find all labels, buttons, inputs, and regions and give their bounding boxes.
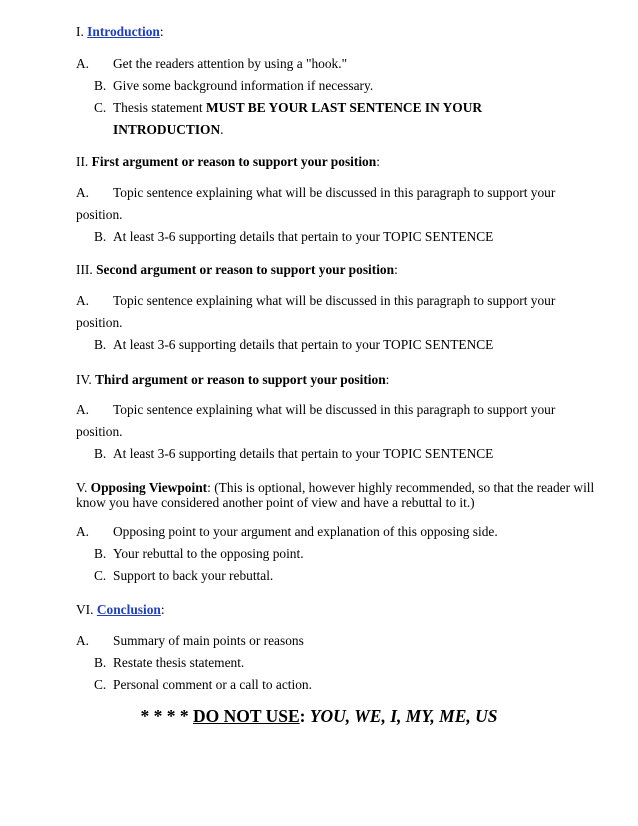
do-not-use-warning — [0, 708, 638, 726]
thesis-end: . — [220, 122, 224, 137]
warning-label: DO NOT USE — [192, 706, 300, 726]
list-label: B. — [94, 78, 107, 93]
thesis-bold: MUST BE YOUR LAST SENTENCE IN YOUR — [205, 100, 483, 115]
heading-colon: : — [160, 602, 165, 617]
list-item-text: Your rebuttal to the opposing point. — [113, 546, 304, 561]
section-heading-opposing-viewpoint — [76, 481, 594, 494]
list-label: A. — [76, 402, 90, 417]
list-item-text: Get the readers attention by using a "hook." — [113, 56, 348, 71]
heading-colon: : — [376, 154, 380, 169]
list-item-text: Topic sentence explaining what will be discussed in this paragraph to support your — [113, 293, 556, 308]
list-label: A. — [76, 524, 90, 539]
section-heading-introduction — [76, 25, 164, 38]
list-label: B. — [94, 546, 107, 561]
list-item-text: Opposing point to your argument and explanation of this opposing side. — [113, 524, 498, 539]
list-item-text: Give some background information if necessary. — [113, 78, 374, 93]
section-title: Second argument or reason to support your position — [96, 262, 395, 277]
list-item-text: At least 3-6 supporting details that pertain to your TOPIC SENTENCE — [113, 337, 494, 352]
section-heading-second-argument — [76, 263, 398, 276]
list-label: C. — [94, 677, 107, 692]
heading-colon: : — [385, 372, 390, 387]
list-item-text: Summary of main points or reasons — [113, 633, 304, 648]
section-numeral: I. — [76, 24, 84, 39]
warning-stars: * * * * — [140, 706, 193, 726]
section-title: Opposing Viewpoint — [90, 480, 208, 495]
list-label: A. — [76, 633, 90, 648]
section-numeral: III. — [76, 262, 93, 277]
warning-colon: : — [299, 706, 310, 726]
list-item-text: Restate thesis statement. — [113, 655, 245, 670]
list-item-text: At least 3-6 supporting details that pertain to your TOPIC SENTENCE — [113, 446, 494, 461]
list-item-text: Topic sentence explaining what will be discussed in this paragraph to support your — [113, 402, 556, 417]
list-label: C. — [94, 568, 107, 583]
section-description-continued: know you have considered another point of view and have a rebuttal to it.) — [76, 495, 475, 510]
list-item-text-continued — [113, 123, 224, 136]
heading-colon: : — [159, 24, 164, 39]
list-item — [76, 57, 89, 70]
list-label: A. — [76, 185, 90, 200]
thesis-plain: Thesis statement — [113, 100, 206, 115]
list-label: A. — [76, 56, 90, 71]
list-label: A. — [76, 293, 90, 308]
list-item-text: Personal comment or a call to action. — [113, 677, 312, 692]
section-numeral: V. — [76, 480, 88, 495]
list-item-text: Support to back your rebuttal. — [113, 568, 274, 583]
list-label: B. — [94, 655, 107, 670]
list-label: B. — [94, 337, 107, 352]
list-label: C. — [94, 100, 107, 115]
section-heading-conclusion — [76, 603, 165, 616]
list-item-text-continued: position. — [76, 315, 123, 330]
thesis-bold-continued: INTRODUCTION — [113, 122, 221, 137]
list-item-text-continued: position. — [76, 207, 123, 222]
section-numeral: II. — [76, 154, 89, 169]
list-label: B. — [94, 229, 107, 244]
section-numeral: VI. — [76, 602, 94, 617]
introduction-link[interactable]: Introduction — [87, 24, 160, 39]
section-heading-third-argument — [76, 373, 389, 386]
heading-colon: : — [394, 262, 398, 277]
section-numeral: IV. — [76, 372, 92, 387]
list-item-text: At least 3-6 supporting details that pertain to your TOPIC SENTENCE — [113, 229, 494, 244]
section-title: First argument or reason to support your position — [91, 154, 377, 169]
list-item-text: Topic sentence explaining what will be discussed in this paragraph to support your — [113, 185, 556, 200]
conclusion-link[interactable]: Conclusion — [96, 602, 161, 617]
section-heading-first-argument — [76, 155, 380, 168]
section-title: Third argument or reason to support your position — [95, 372, 386, 387]
section-description: : (This is optional, however highly recommended, so that the reader will — [207, 480, 595, 495]
list-item-text — [113, 101, 482, 114]
list-item-text-continued: position. — [76, 424, 123, 439]
list-label: B. — [94, 446, 107, 461]
warning-words: YOU, WE, I, MY, ME, US — [309, 706, 498, 726]
